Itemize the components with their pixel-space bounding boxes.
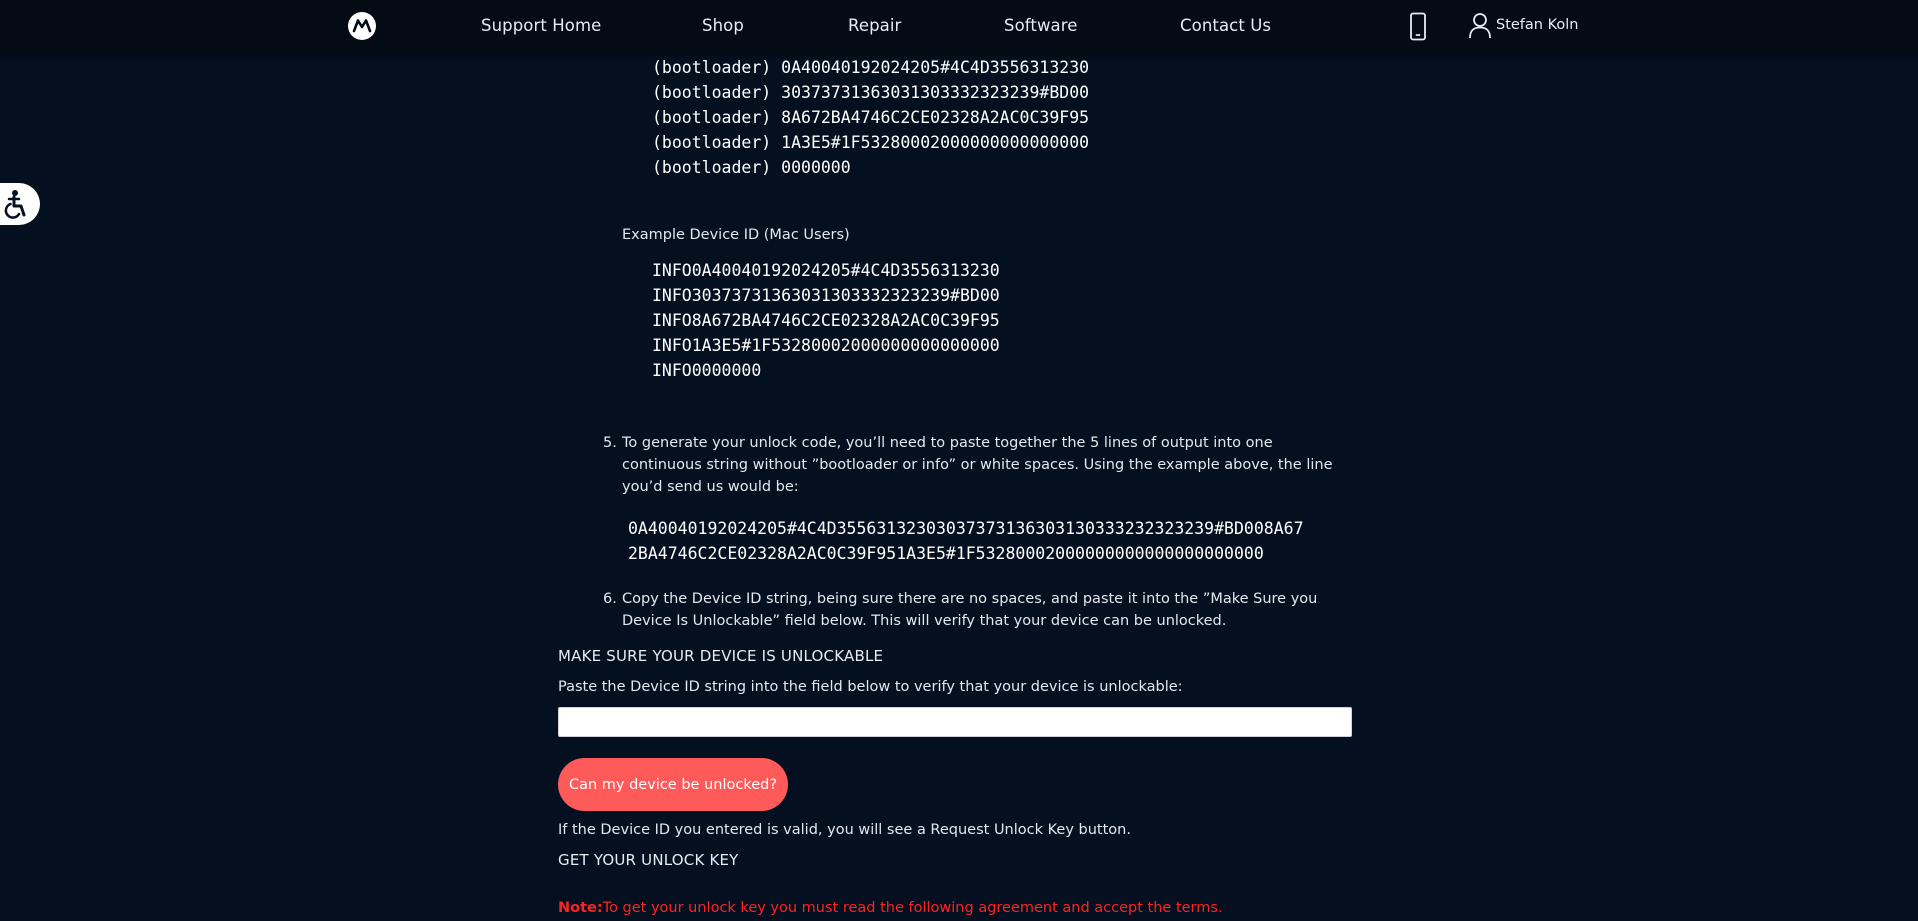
info-line: INFO1A3E5#1F53280002000000000000000 [652, 336, 1000, 355]
combined-device-id: 2BA4746C2CE02328A2AC0C39F951A3E5#1F53280002000000000000000000000 [628, 544, 1264, 563]
bootloader-line: (bootloader) 0000000 [652, 158, 851, 177]
step-6-text: Device Is Unlockable” field below. This will verify that your device can be unlocked. [622, 613, 1227, 629]
step-5-number: 5. [603, 435, 617, 451]
info-line: INFO8A672BA4746C2CE02328A2AC0C39F95 [652, 311, 1000, 330]
nav-repair[interactable]: Repair [848, 16, 902, 35]
user-icon[interactable] [1468, 12, 1492, 39]
step-6-number: 6. [603, 591, 617, 607]
bootloader-line: (bootloader) 30373731363031303332323239#BD00 [652, 83, 1090, 102]
step-5-text: To generate your unlock code, you’ll need to paste together the 5 lines of output into one [622, 435, 1273, 451]
note-label: Note: [558, 900, 603, 916]
info-line: INFO0000000 [652, 361, 762, 380]
step-6-text: Copy the Device ID string, being sure there are no spaces, and paste it into the ”Make Sure you [622, 591, 1318, 607]
step-5-text: continuous string without ”bootloader or info” or white spaces. Using the example above, the line [622, 457, 1333, 473]
unlockable-heading: MAKE SURE YOUR DEVICE IS UNLOCKABLE [558, 647, 884, 665]
top-navigation [0, 0, 1918, 54]
motorola-logo-icon[interactable] [348, 12, 376, 40]
nav-shop[interactable]: Shop [702, 16, 744, 35]
accessibility-icon [2, 189, 30, 219]
get-unlock-key-heading: GET YOUR UNLOCK KEY [558, 851, 739, 869]
paste-instruction: Paste the Device ID string into the field below to verify that your device is unlockable: [558, 679, 1183, 695]
nav-software[interactable]: Software [1004, 16, 1078, 35]
note-text: To get your unlock key you must read the following agreement and accept the terms. [602, 900, 1223, 916]
info-line: INFO0A40040192024205#4C4D3556313230 [652, 261, 1000, 280]
mac-example-label: Example Device ID (Mac Users) [622, 227, 850, 243]
device-id-input[interactable] [558, 707, 1352, 737]
valid-id-note: If the Device ID you entered is valid, you will see a Request Unlock Key button. [558, 822, 1131, 838]
combined-device-id: 0A40040192024205#4C4D35563132303037373136303130333232323239#BD008A67 [628, 519, 1304, 538]
phone-icon[interactable] [1409, 12, 1427, 41]
nav-contact-us[interactable]: Contact Us [1180, 16, 1272, 35]
agreement-note [558, 900, 1223, 916]
info-line: INFO30373731363031303332323239#BD00 [652, 286, 1000, 305]
nav-support-home[interactable]: Support Home [481, 16, 602, 35]
username-link[interactable]: Stefan Koln [1496, 17, 1579, 33]
bootloader-line: (bootloader) 8A672BA4746C2CE02328A2AC0C39F95 [652, 108, 1090, 127]
check-unlockable-button[interactable]: Can my device be unlocked? [558, 758, 788, 811]
accessibility-button[interactable] [0, 183, 40, 225]
bootloader-line: (bootloader) 0A40040192024205#4C4D3556313230 [652, 58, 1090, 77]
step-5-text: you’d send us would be: [622, 479, 799, 495]
bootloader-line: (bootloader) 1A3E5#1F53280002000000000000000 [652, 133, 1090, 152]
